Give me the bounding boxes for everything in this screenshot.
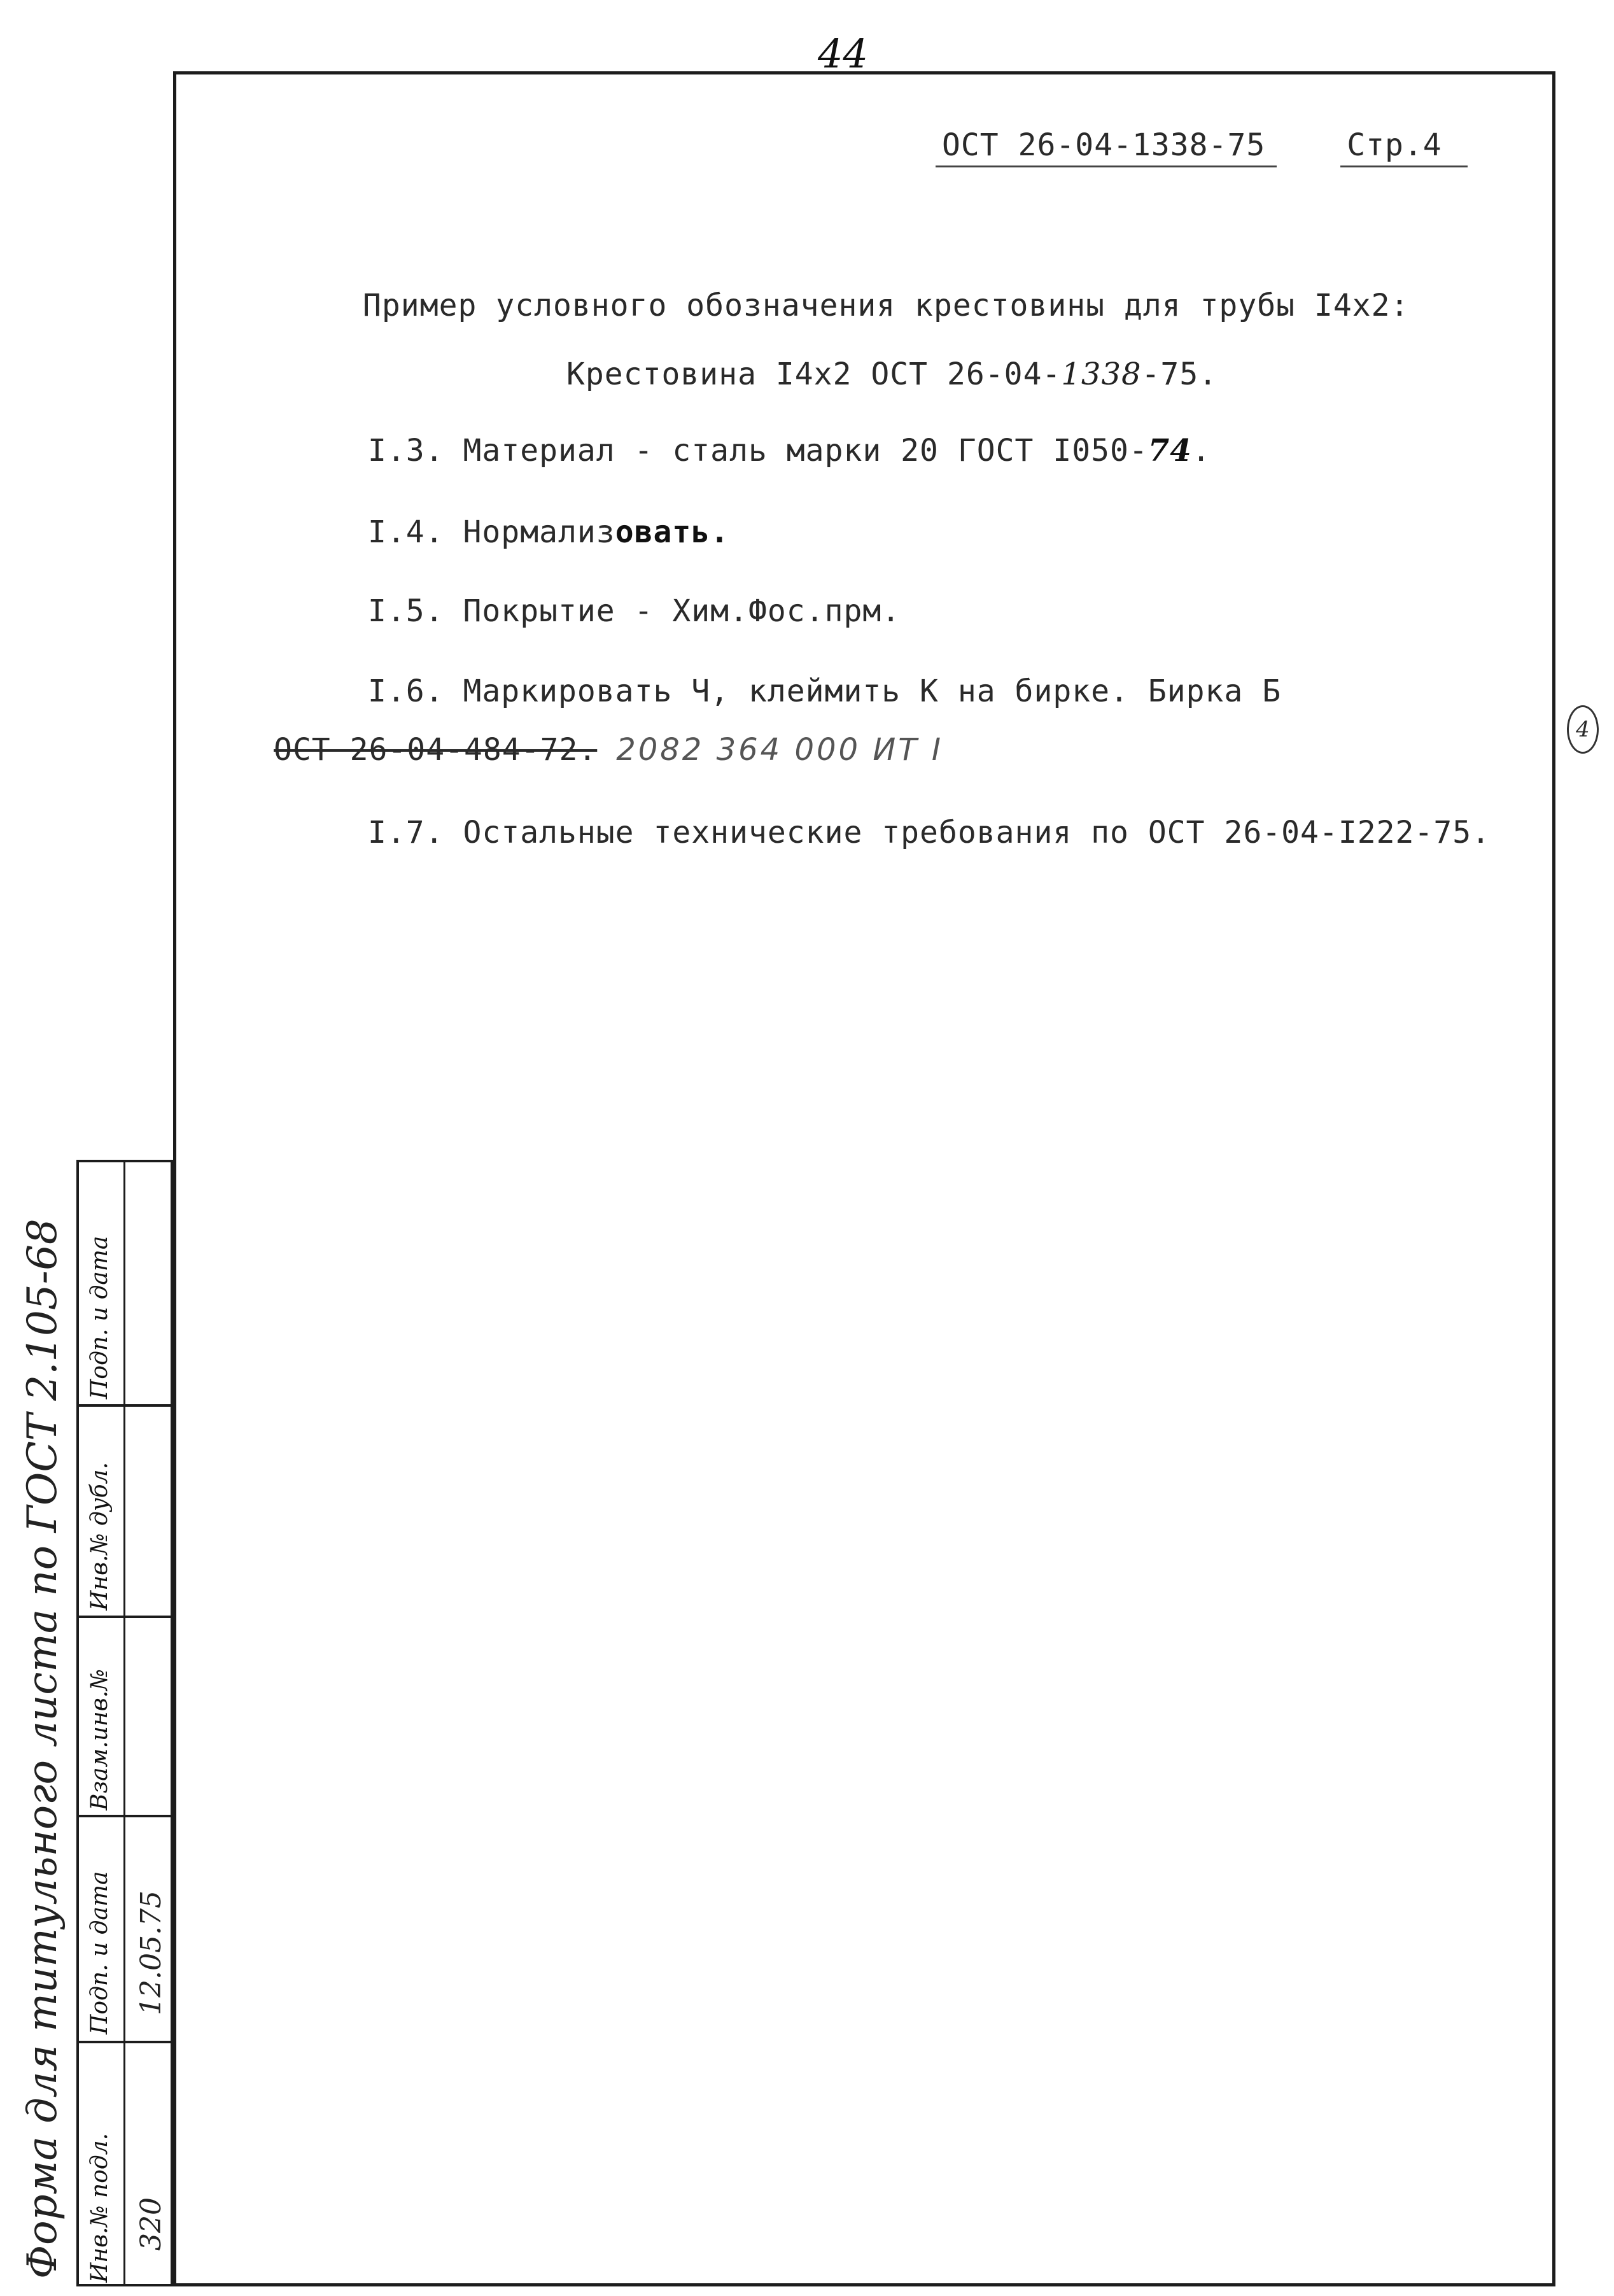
designation-suffix: -75. xyxy=(1141,356,1218,392)
item-1-7: I.7. Остальные технические требования по ОСТ 26-04-I222-75. xyxy=(368,815,1491,850)
page-frame xyxy=(173,71,1555,2286)
item-1-4-text: I.4. Нормализ xyxy=(368,514,615,550)
stamp-row-divider xyxy=(79,1404,171,1407)
item-1-3-text: I.3. Материал - сталь марки 20 ГОСТ I050- xyxy=(368,433,1148,468)
side-form-caption: Форма для титульного листа по ГОСТ 2.105-68 xyxy=(19,1218,66,2279)
item-1-6-line1: I.6. Маркировать Ч, клеймить К на бирке. Бирка Б xyxy=(368,673,1282,709)
item-1-6-struck-reference: ОСТ 26-04-484-72. xyxy=(274,732,598,768)
designation-example-line2 xyxy=(566,356,1218,392)
sheet-number: Стр.4 xyxy=(1340,127,1468,167)
page-number: 44 xyxy=(818,31,868,77)
item-1-4 xyxy=(368,514,729,550)
document-header xyxy=(936,127,1468,167)
item-1-4-correction: овать. xyxy=(615,514,730,550)
stamp-column-divider xyxy=(123,1162,125,2284)
approval-stamp-block xyxy=(76,1160,173,2286)
stamp-value-inv-original: 320 xyxy=(135,2197,167,2251)
stamp-label-duplicate-inv: Инв.№ дубл. xyxy=(87,1461,113,1610)
item-1-3-handwritten-year: 74 xyxy=(1147,433,1192,468)
item-1-5: I.5. Покрытие - Хим.Фос.прм. xyxy=(368,593,901,629)
designation-example-line1: Пример условного обозначения крестовины для трубы I4x2: xyxy=(363,288,1410,323)
margin-circled-mark: 4 xyxy=(1567,705,1599,754)
item-1-3 xyxy=(368,433,1211,468)
stamp-label-replacement-inv: Взам.инв.№ xyxy=(87,1668,113,1810)
item-1-6-line2 xyxy=(274,732,943,768)
stamp-row-divider xyxy=(79,2041,171,2043)
item-1-6-handwritten-reference: 2082 364 000 ИТ I xyxy=(616,732,943,768)
designation-prefix: Крестовина I4x2 ОСТ 26-04- xyxy=(566,356,1062,392)
stamp-label-inv-original: Инв.№ подл. xyxy=(87,2132,113,2283)
stamp-label-signature-date-2: Подп. и дата xyxy=(87,1236,113,1399)
item-1-3-suffix: . xyxy=(1191,433,1211,468)
standard-number: ОСТ 26-04-1338-75 xyxy=(936,127,1277,167)
stamp-label-signature-date: Подп. и дата xyxy=(87,1871,113,2034)
designation-handwritten-number: 1338 xyxy=(1061,356,1142,392)
stamp-row-divider xyxy=(79,1815,171,1817)
stamp-row-divider xyxy=(79,1616,171,1618)
stamp-value-signature-date: 12.05.75 xyxy=(135,1891,167,2015)
